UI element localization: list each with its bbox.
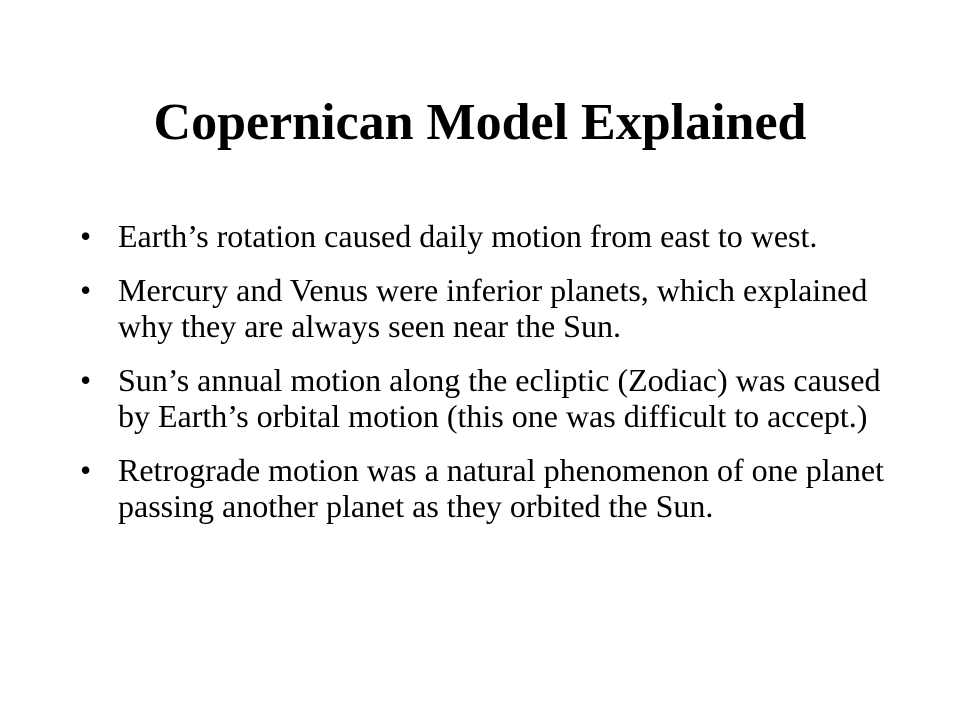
- bullet-text: Mercury and Venus were inferior planets, which explained why they are always seen near the Sun.: [118, 272, 868, 344]
- bullet-marker: •: [80, 218, 92, 254]
- bullet-item: [80, 218, 890, 254]
- bullet-marker: •: [80, 452, 92, 488]
- bullet-list: [80, 218, 890, 542]
- bullet-text: Sun’s annual motion along the ecliptic (Zodiac) was caused by Earth’s orbital motion (this one was difficult to accept.): [118, 362, 881, 434]
- bullet-item: [80, 362, 890, 434]
- slide-title: Copernican Model Explained: [153, 94, 807, 151]
- bullet-text: Earth’s rotation caused daily motion from east to west.: [118, 218, 818, 254]
- bullet-marker: •: [80, 362, 92, 398]
- bullet-item: [80, 452, 890, 524]
- bullet-item: [80, 272, 890, 344]
- bullet-marker: •: [80, 272, 92, 308]
- bullet-text: Retrograde motion was a natural phenomenon of one planet passing another planet as they orbited the Sun.: [118, 452, 884, 524]
